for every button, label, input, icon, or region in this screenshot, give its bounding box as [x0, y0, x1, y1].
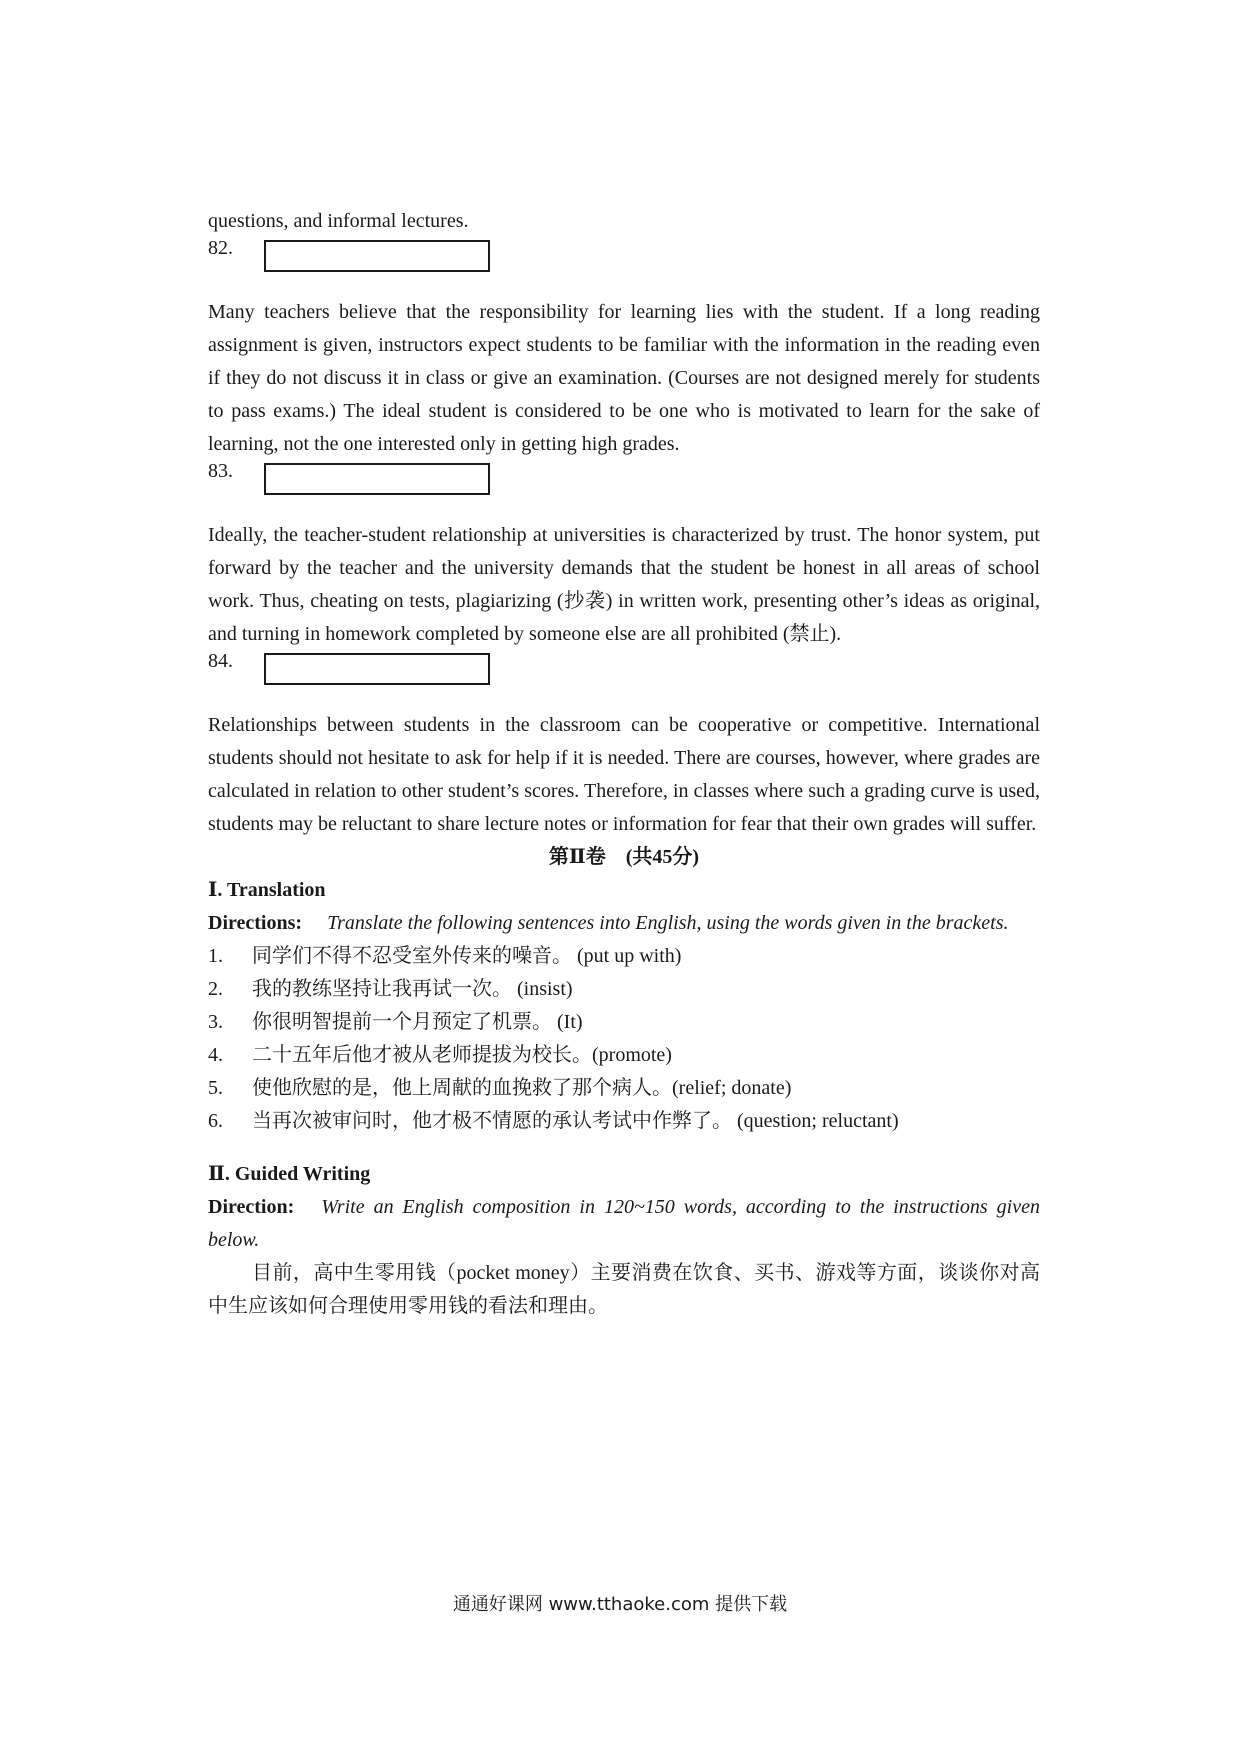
item-text: 二十五年后他才被从老师提拔为校长。(promote): [252, 1044, 672, 1066]
item-number: 2.: [208, 978, 223, 1000]
direction-label: Direction:: [208, 1196, 295, 1218]
reading-paragraph-relationships: Relationships between students in the classroom can be cooperative or competitive. International students should not hesitate to ask for help if it is needed. There are courses, however, where grades are calculated in relation to other student’s scores. Therefore, in classes where such a grading curve is used, students may be reluctant to share lecture notes or information for fear that their own grades will suffer.: [208, 714, 1040, 835]
translation-heading: Ⅰ. Translation: [208, 879, 326, 901]
item-number: 6.: [208, 1110, 223, 1132]
answer-slot-83: [208, 461, 1040, 497]
answer-box[interactable]: [264, 240, 490, 272]
translation-item: [208, 973, 1040, 1006]
writing-prompt: 目前，高中生零用钱（pocket money）主要消费在饮食、买书、游戏等方面，谈谈你对高中生应该如何合理使用零用钱的看法和理由。: [208, 1262, 1040, 1317]
item-text: 使他欣慰的是，他上周献的血挽救了那个病人。(relief; donate): [252, 1077, 792, 1099]
reading-paragraph-intro-end: questions, and informal lectures.: [208, 210, 469, 232]
translation-directions: [208, 907, 1040, 940]
section-title: 第Ⅱ卷 (共45分): [548, 846, 700, 868]
item-text: 同学们不得不忍受室外传来的噪音。 (put up with): [252, 945, 682, 967]
item-number: 3.: [208, 1011, 223, 1033]
translation-list: [208, 940, 1040, 1138]
answer-box[interactable]: [264, 463, 490, 495]
item-text: 你很明智提前一个月预定了机票。 (It): [252, 1011, 583, 1033]
translation-item: [208, 1006, 1040, 1039]
translation-item: [208, 1039, 1040, 1072]
translation-item: [208, 1072, 1040, 1105]
item-text: 我的教练坚持让我再试一次。 (insist): [252, 978, 573, 1000]
item-number: 1.: [208, 945, 223, 967]
item-number: 5.: [208, 1077, 223, 1099]
answer-number: 82.: [208, 237, 233, 259]
directions-label: Directions:: [208, 912, 303, 934]
reading-paragraph-trust: Ideally, the teacher-student relationship at universities is characterized by trust. The honor system, put forward by the teacher and the university demands that the student be honest in all areas of school work. Thus, cheating on tests, plagiarizing (抄袭) in written work, presenting other’s ideas as original, and turning in homework completed by someone else are all prohibited (禁止).: [208, 524, 1040, 645]
directions-text: Translate the following sentences into English, using the words given in the brackets.: [327, 912, 1009, 934]
exam-page: [208, 205, 1040, 1323]
reading-paragraph-responsibility: Many teachers believe that the responsibility for learning lies with the student. If a long reading assignment is given, instructors expect students to be familiar with the information in the reading even if they do not discuss it in class or give an examination. (Courses are not designed merely for students to pass exams.) The ideal student is considered to be one who is motivated to learn for the sake of learning, not the one interested only in getting high grades.: [208, 301, 1040, 455]
translation-item: [208, 940, 1040, 973]
writing-heading: Ⅱ. Guided Writing: [208, 1163, 371, 1185]
spacer: [208, 1138, 1040, 1158]
writing-direction: [208, 1191, 1040, 1257]
translation-item: [208, 1105, 1040, 1138]
answer-slot-82: [208, 238, 1040, 274]
item-text: 当再次被审问时，他才极不情愿的承认考试中作弊了。 (question; reluctant): [252, 1110, 899, 1132]
item-number: 4.: [208, 1044, 223, 1066]
answer-number: 84.: [208, 650, 233, 672]
answer-slot-84: [208, 651, 1040, 687]
answer-number: 83.: [208, 460, 233, 482]
answer-box[interactable]: [264, 653, 490, 685]
page-footer: 通通好课网 www.tthaoke.com 提供下载: [452, 1594, 788, 1615]
direction-text: Write an English composition in 120~150 words, according to the instructions given below.: [208, 1196, 1040, 1251]
